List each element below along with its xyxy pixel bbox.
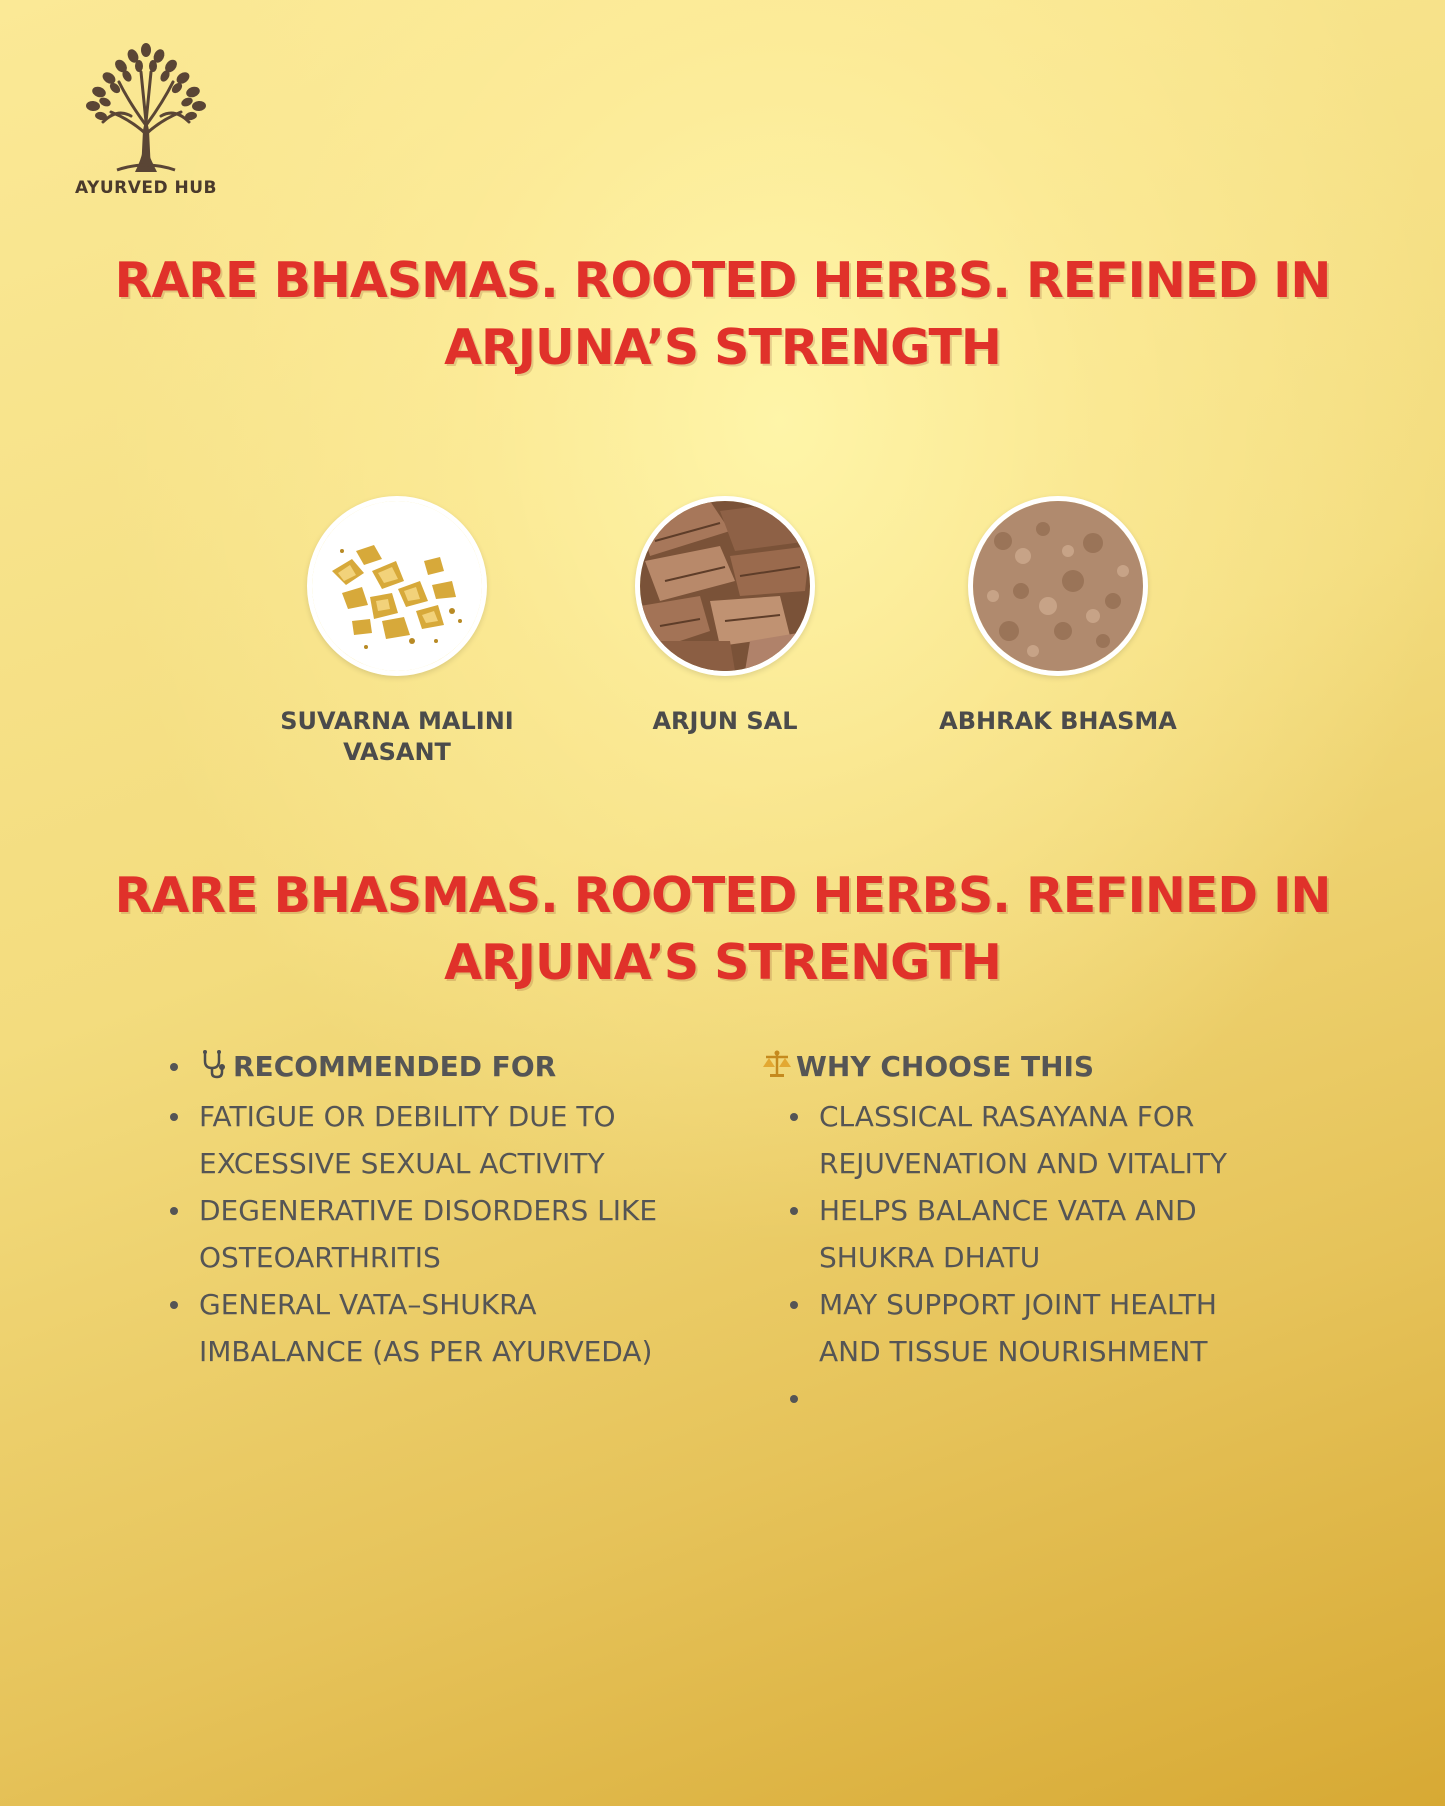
list-item: HELPS BALANCE VATA AND SHUKRA DHATU [762,1187,1322,1281]
headline-bottom [0,862,1445,996]
headline-bottom-line2: ARJUNA’S STRENGTH [444,934,1001,991]
tree-icon [81,42,211,172]
ingredient-name: SUVARNA MALINI VASANT [280,707,514,766]
headline-top [0,247,1445,381]
headline-bottom-line1: RARE BHASMAS. ROOTED HERBS. REFINED IN [114,867,1331,924]
recommended-for-list [168,1043,728,1375]
list-item-empty [762,1375,1322,1422]
ingredient-arjun-sal [560,496,890,737]
list-item: DEGENERATIVE DISORDERS LIKE OSTEOARTHRITIS [168,1187,728,1281]
recommended-for-section [168,1043,728,1375]
brand-name: AYURVED HUB [74,178,218,198]
stethoscope-icon [199,1046,229,1093]
brand-logo [66,42,226,198]
ingredient-abhrak-bhasma [893,496,1223,737]
recommended-for-heading: RECOMMENDED FOR [168,1043,728,1093]
headline-top-line1: RARE BHASMAS. ROOTED HERBS. REFINED IN [114,252,1331,309]
list-item: FATIGUE OR DEBILITY DUE TO EXCESSIVE SEXUAL ACTIVITY [168,1093,728,1187]
brown-powder-image [968,496,1148,676]
why-choose-section [762,1043,1322,1422]
list-item: CLASSICAL RASAYANA FOR REJUVENATION AND VITALITY [762,1093,1322,1187]
bark-chips-image [635,496,815,676]
list-item: GENERAL VATA–SHUKRA IMBALANCE (AS PER AYURVEDA) [168,1281,728,1375]
scales-icon [762,1046,792,1093]
ingredient-name: ARJUN SAL [652,707,798,735]
headline-top-line2: ARJUNA’S STRENGTH [444,319,1001,376]
list-item: MAY SUPPORT JOINT HEALTH AND TISSUE NOURISHMENT [762,1281,1322,1375]
why-choose-heading: WHY CHOOSE THIS [762,1043,1322,1093]
ingredient-name: ABHRAK BHASMA [939,707,1177,735]
ingredient-suvarna-malini-vasant [232,496,562,768]
gold-flakes-image [307,496,487,676]
why-choose-list [762,1043,1322,1422]
